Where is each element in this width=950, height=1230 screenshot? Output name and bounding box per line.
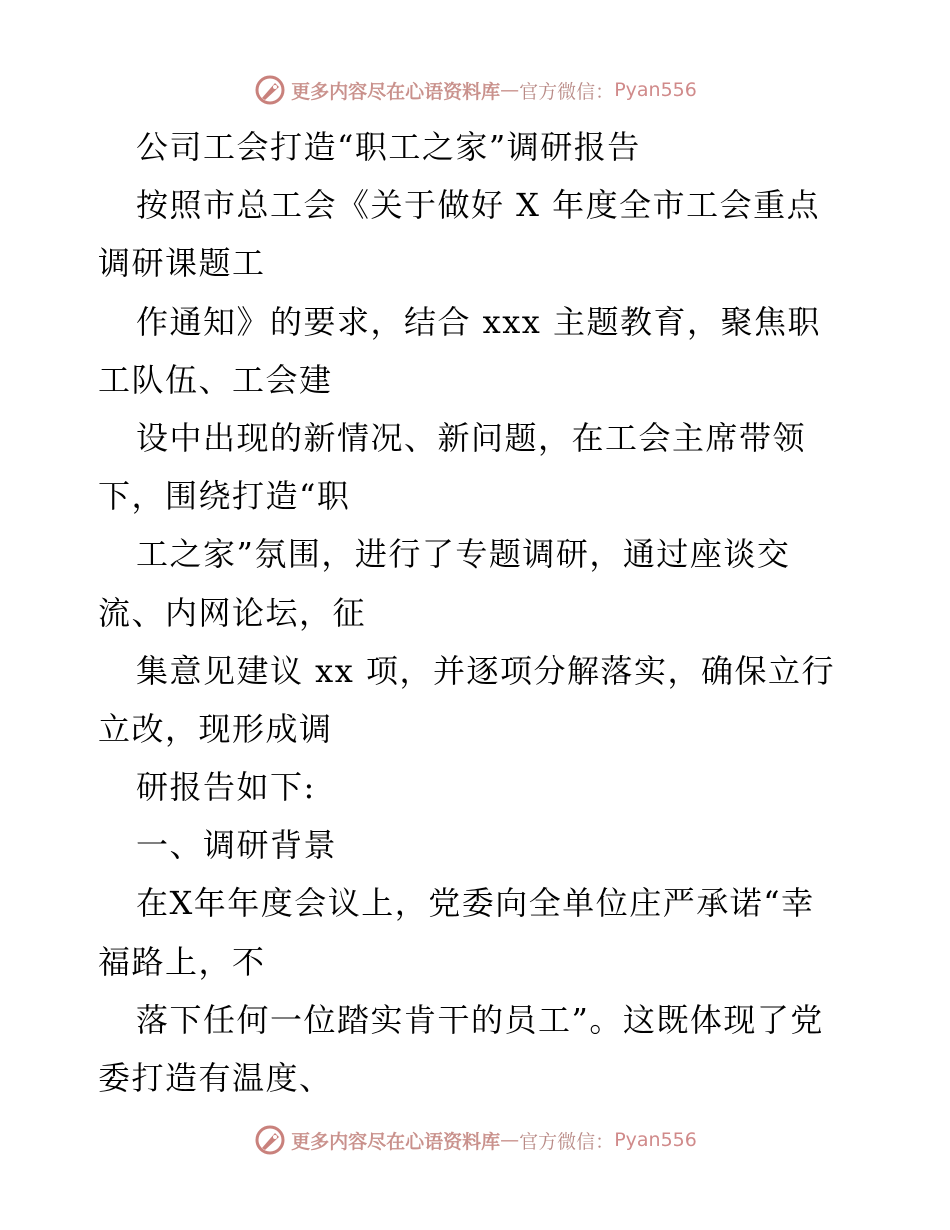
document-line: 按照市总工会《关于做好 X 年度全市工会重点	[136, 186, 821, 225]
document-line: 工之家”氛围，进行了专题调研，通过座谈交	[136, 535, 791, 574]
document-line: 委打造有温度、	[98, 1059, 333, 1097]
watermark-wechat-label: 官方微信：	[519, 80, 615, 103]
document-line: 福路上，不	[98, 942, 266, 981]
document-line: 落下任何一位踏实肯干的员工”。这既体现了党	[136, 1000, 824, 1039]
header-watermark	[0, 70, 950, 110]
pen-nib-circle-icon	[253, 73, 287, 107]
watermark-wechat-label: 官方微信：	[519, 1130, 615, 1153]
document-line: 下，围绕打造“职	[98, 477, 351, 516]
pen-nib-circle-icon	[253, 1123, 287, 1157]
document-line: 在X年年度会议上，党委向全单位庄严承诺“幸	[136, 884, 815, 923]
watermark-text: 更多内容尽在心语资料库	[291, 80, 501, 103]
document-line: 调研课题工	[98, 244, 266, 283]
document-line: 流、内网论坛，征	[98, 593, 367, 632]
document-body	[98, 118, 878, 1107]
watermark-separator: —	[500, 1129, 520, 1151]
document-line: 设中出现的新情况、新问题，在工会主席带领	[136, 418, 807, 457]
document-line: 立改，现形成调	[98, 709, 333, 748]
watermark-separator: —	[500, 79, 520, 101]
watermark-wechat-id: Pyan556	[614, 1129, 697, 1151]
footer-watermark	[0, 1120, 950, 1160]
document-line: 一、调研背景	[136, 826, 338, 865]
document-line: 工队伍、工会建	[98, 360, 333, 399]
document-line: 集意见建议 xx 项，并逐项分解落实，确保立行	[136, 651, 835, 690]
document-line: 研报告如下:	[136, 768, 316, 807]
document-line: 作通知》的要求，结合 xxx 主题教育，聚焦职	[136, 302, 821, 341]
document-line: 公司工会打造“职工之家”调研报告	[136, 128, 641, 166]
watermark-wechat-id: Pyan556	[614, 79, 697, 101]
watermark-text: 更多内容尽在心语资料库	[291, 1130, 501, 1153]
